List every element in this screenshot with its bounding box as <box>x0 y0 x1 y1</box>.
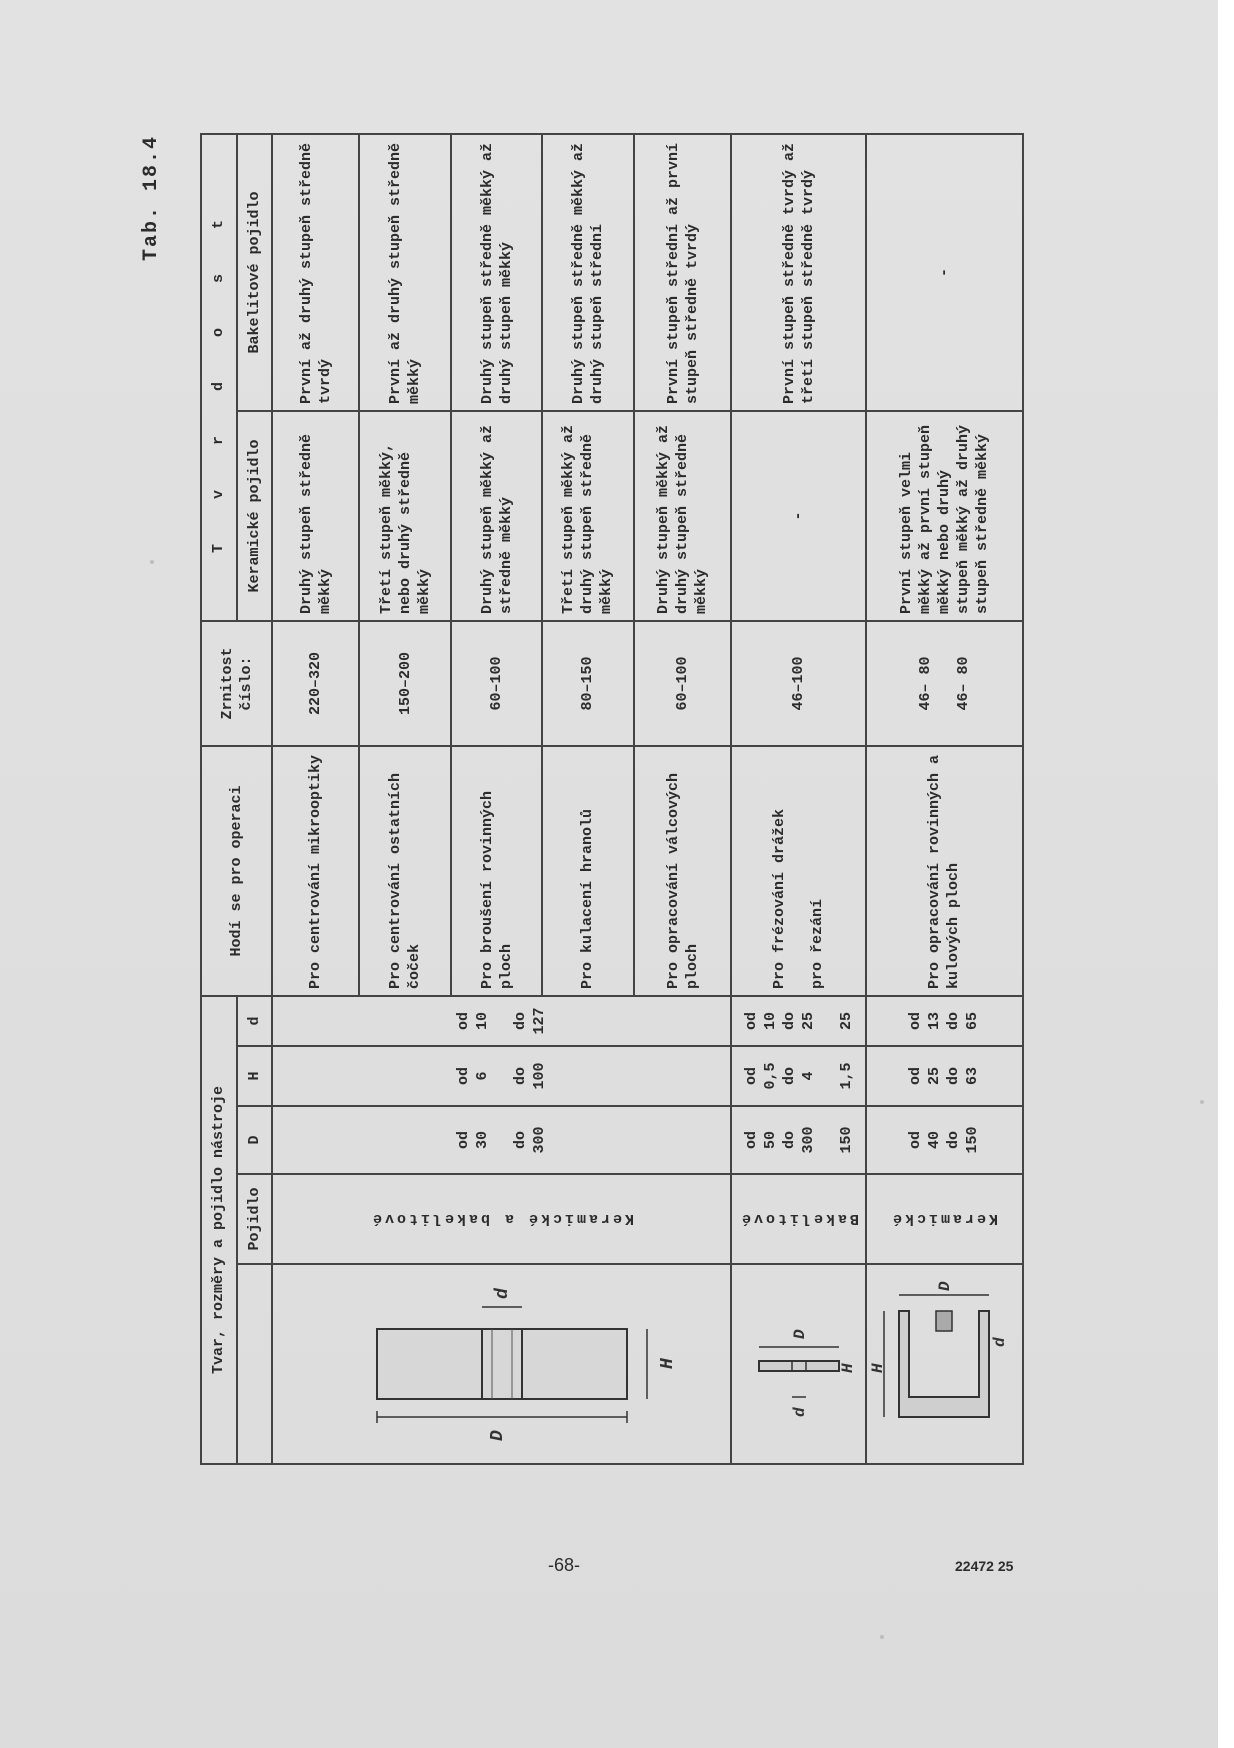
label-D: D <box>790 1329 809 1339</box>
H-max: 4 <box>799 1071 817 1081</box>
d-cut: 25 <box>837 1011 855 1030</box>
D-min-label: od <box>455 1131 473 1150</box>
bakelite-hardness: První až druhý stupeň středně měkký <box>359 134 450 411</box>
grain-a: 46– 80 <box>916 656 934 711</box>
header-operation: Hodí se pro operaci <box>201 746 272 996</box>
header-ceramic: Keramické pojidlo <box>237 411 273 621</box>
operation: Pro kulacení hranolů <box>542 746 633 996</box>
grain: 46–100 <box>731 621 865 746</box>
ceramic-hardness: Třetí stupeň měkký až druhý stupeň středně měkký <box>542 411 633 621</box>
D-cut: 150 <box>837 1126 855 1154</box>
D-max: 150 <box>964 1126 982 1154</box>
d-min-label: od <box>742 1011 760 1030</box>
H-max: 63 <box>964 1067 982 1086</box>
bakelite-hardness: Druhý stupeň středně měkký až druhý stupeň měkký <box>451 134 542 411</box>
D-min-label: od <box>907 1131 925 1150</box>
grain <box>866 621 1023 746</box>
group2-binder-cell <box>731 1174 865 1264</box>
H-min: 25 <box>926 1067 944 1086</box>
page-number: -68- <box>548 1555 581 1575</box>
d-min-label: od <box>907 1011 925 1030</box>
ceramic-hardness: Druhý stupeň středně měkký <box>272 411 359 621</box>
group3-binder: Keramické <box>890 1210 999 1228</box>
D-min: 40 <box>926 1131 944 1150</box>
operation: Pro centrování ostatních čoček <box>359 746 450 996</box>
wheel-drawing-1 <box>287 1271 717 1457</box>
scan-speck <box>1200 1100 1204 1104</box>
grain: 150–200 <box>359 621 450 746</box>
d-max-label: do <box>780 1011 798 1030</box>
H-max-label: do <box>780 1067 798 1086</box>
H-max-label: do <box>945 1067 963 1086</box>
grain: 60–100 <box>451 621 542 746</box>
drawing-cup-wheel <box>272 1264 731 1464</box>
label-d: d <box>492 1288 513 1299</box>
table-row <box>731 134 865 1464</box>
header-d: d <box>237 996 273 1046</box>
H-max-label: do <box>512 1067 530 1086</box>
group3-binder-cell <box>866 1174 1023 1264</box>
table-row <box>272 134 359 1464</box>
group2-d <box>731 996 865 1046</box>
bakelite-hardness: První stupeň středně tvrdý až třetí stupeň středně tvrdý <box>731 134 865 411</box>
table-row <box>866 134 1023 1464</box>
label-D: D <box>487 1430 508 1441</box>
D-max: 300 <box>799 1126 817 1154</box>
group3-D <box>866 1106 1023 1174</box>
D-max-label: do <box>945 1131 963 1150</box>
operation: Pro centrování mikrooptiky <box>272 746 359 996</box>
operation-milling: Pro frézování drážek <box>771 808 789 989</box>
H-min: 6 <box>474 1071 492 1081</box>
label-d: d <box>790 1407 809 1417</box>
operation <box>731 746 865 996</box>
d-min: 10 <box>474 1011 492 1030</box>
grain: 220–320 <box>272 621 359 746</box>
scan-speck <box>880 1635 884 1639</box>
bakelite-hardness: První až druhý stupeň středně tvrdý <box>272 134 359 411</box>
D-min: 50 <box>761 1131 779 1150</box>
operation: Pro broušení rovinných ploch <box>451 746 542 996</box>
D-max: 300 <box>531 1126 549 1154</box>
D-min: 30 <box>474 1131 492 1150</box>
bakelite-hardness: - <box>866 134 1023 411</box>
D-max-label: do <box>512 1131 530 1150</box>
wheel-drawing-3 <box>869 1271 1014 1457</box>
header-bakelite: Bakelitové pojidlo <box>237 134 273 411</box>
operation-cutting: pro řezání <box>809 898 827 989</box>
group3-H <box>866 1046 1023 1106</box>
scan-edge-right <box>1218 0 1234 1748</box>
operation: Pro opracování rovinných a kulových ploch <box>866 746 1023 996</box>
drawing-cup <box>866 1264 1023 1464</box>
header-shape-blank <box>237 1264 273 1464</box>
d-max: 65 <box>964 1011 982 1030</box>
ceramic-hardness: Třetí stupeň měkký, nebo druhý středně měkký <box>359 411 450 621</box>
d-min: 10 <box>761 1011 779 1030</box>
d-max-label: do <box>945 1011 963 1030</box>
group3-d <box>866 996 1023 1046</box>
rotated-table-block <box>140 135 1060 1465</box>
grinding-wheel-table <box>200 133 1024 1465</box>
ceramic-hardness: Druhý stupeň měkký až druhý stupeň středně měkký <box>634 411 732 621</box>
label-D: D <box>936 1281 955 1291</box>
bakelite-hardness: Druhý stupeň středně měkký až druhý stupeň střední <box>542 134 633 411</box>
grain: 80–150 <box>542 621 633 746</box>
D-max-label: do <box>780 1131 798 1150</box>
ceramic-hardness: První stupeň velmi měkký až první stupeň měkký nebo druhý stupeň měkký až druhý stupeň středně měkký <box>866 411 1023 621</box>
D-min-label: od <box>742 1131 760 1150</box>
label-H: H <box>657 1358 678 1369</box>
d-min-label: od <box>455 1011 473 1030</box>
label-H: H <box>838 1363 857 1373</box>
wheel-drawing-2 <box>744 1271 857 1457</box>
header-shape-group: Tvar, rozměry a pojidlo nástroje <box>201 996 237 1464</box>
d-min: 13 <box>926 1011 944 1030</box>
d-max: 25 <box>799 1011 817 1030</box>
header-H: H <box>237 1046 273 1106</box>
group1-binder: Keramické a bakelitové <box>369 1210 634 1228</box>
header-grain: Zrnitost číslo: <box>201 621 272 746</box>
ceramic-hardness: Druhý stupeň měkký až středně měkký <box>451 411 542 621</box>
group1-binder-cell <box>272 1174 731 1264</box>
drawing-thin-disc <box>731 1264 865 1464</box>
group2-H <box>731 1046 865 1106</box>
group1-H <box>272 1046 731 1106</box>
d-max-label: do <box>512 1011 530 1030</box>
ceramic-hardness: - <box>731 411 865 621</box>
H-min-label: od <box>742 1067 760 1086</box>
grain-b: 46– 80 <box>954 656 972 711</box>
header-binder: Pojidlo <box>237 1174 273 1264</box>
operation: Pro opracování válcových ploch <box>634 746 732 996</box>
H-cut: 1,5 <box>837 1062 855 1090</box>
group2-binder: Bakelitové <box>738 1210 859 1228</box>
group2-D <box>731 1106 865 1174</box>
group1-D <box>272 1106 731 1174</box>
header-hardness: T v r d o s t <box>201 134 237 621</box>
grain: 60–100 <box>634 621 732 746</box>
label-d: d <box>991 1337 1010 1347</box>
label-H: H <box>869 1363 888 1373</box>
header-D: D <box>237 1106 273 1174</box>
H-min: 0,5 <box>761 1062 779 1090</box>
group1-d <box>272 996 731 1046</box>
H-min-label: od <box>455 1067 473 1086</box>
d-max: 127 <box>531 1007 549 1035</box>
H-max: 100 <box>531 1062 549 1090</box>
H-min-label: od <box>907 1067 925 1086</box>
bakelite-hardness: První stupeň střední až první stupeň středně tvrdý <box>634 134 732 411</box>
print-code: 22472 25 <box>955 1558 1014 1574</box>
table-number: Tab. 18.4 <box>140 135 163 262</box>
